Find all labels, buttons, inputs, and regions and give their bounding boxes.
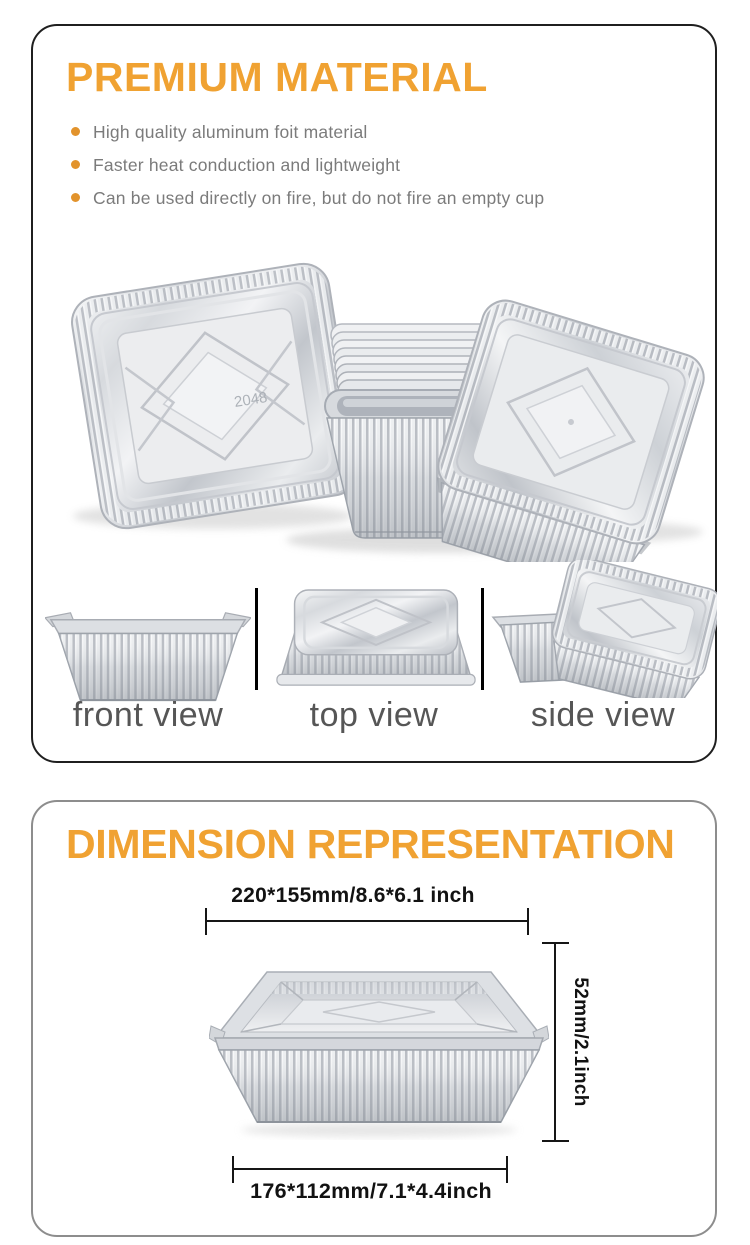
height-dimension-line xyxy=(554,943,556,1141)
bullet-dot-icon xyxy=(71,193,80,202)
feature-item xyxy=(71,155,544,176)
top-view-image xyxy=(273,586,479,696)
side-view-label: side view xyxy=(530,696,676,734)
product-photo-foil-pans xyxy=(43,244,709,562)
top-dimension-tick-right xyxy=(527,908,529,935)
premium-material-panel xyxy=(31,24,717,763)
feature-text: Can be used directly on fire, but do not fire an empty cup xyxy=(93,188,545,208)
dimension-panel xyxy=(31,800,717,1237)
dimension-title: DIMENSION REPRESENTATION xyxy=(66,821,675,867)
dimension-tray-image xyxy=(209,960,549,1140)
bottom-dimension-label: 176*112mm/7.1*4.4inch xyxy=(250,1179,492,1203)
feature-bullet-list xyxy=(71,122,544,221)
side-view-image xyxy=(489,560,717,698)
bullet-dot-icon xyxy=(71,160,80,169)
feature-item xyxy=(71,188,544,209)
height-dimension-tick-bottom xyxy=(542,1140,569,1142)
feature-text: High quality aluminum foit material xyxy=(93,122,368,142)
premium-material-title: PREMIUM MATERIAL xyxy=(66,54,488,100)
bottom-dimension-line xyxy=(232,1168,508,1170)
top-dimension-line xyxy=(205,920,529,922)
view-divider xyxy=(255,588,258,690)
front-view-label: front view xyxy=(72,696,224,734)
feature-item xyxy=(71,122,544,143)
height-dimension-label: 52mm/2.1inch xyxy=(570,977,591,1107)
feature-text: Faster heat conduction and lightweight xyxy=(93,155,401,175)
top-dimension-tick-left xyxy=(205,908,207,935)
view-divider xyxy=(481,588,484,690)
foil-pan-left xyxy=(68,260,361,532)
top-view-label: top view xyxy=(309,696,439,734)
bullet-dot-icon xyxy=(71,127,80,136)
top-dimension-label: 220*155mm/8.6*6.1 inch xyxy=(231,884,475,907)
height-dimension-tick-top xyxy=(542,942,569,944)
embossed-code: 2048 xyxy=(232,388,269,411)
